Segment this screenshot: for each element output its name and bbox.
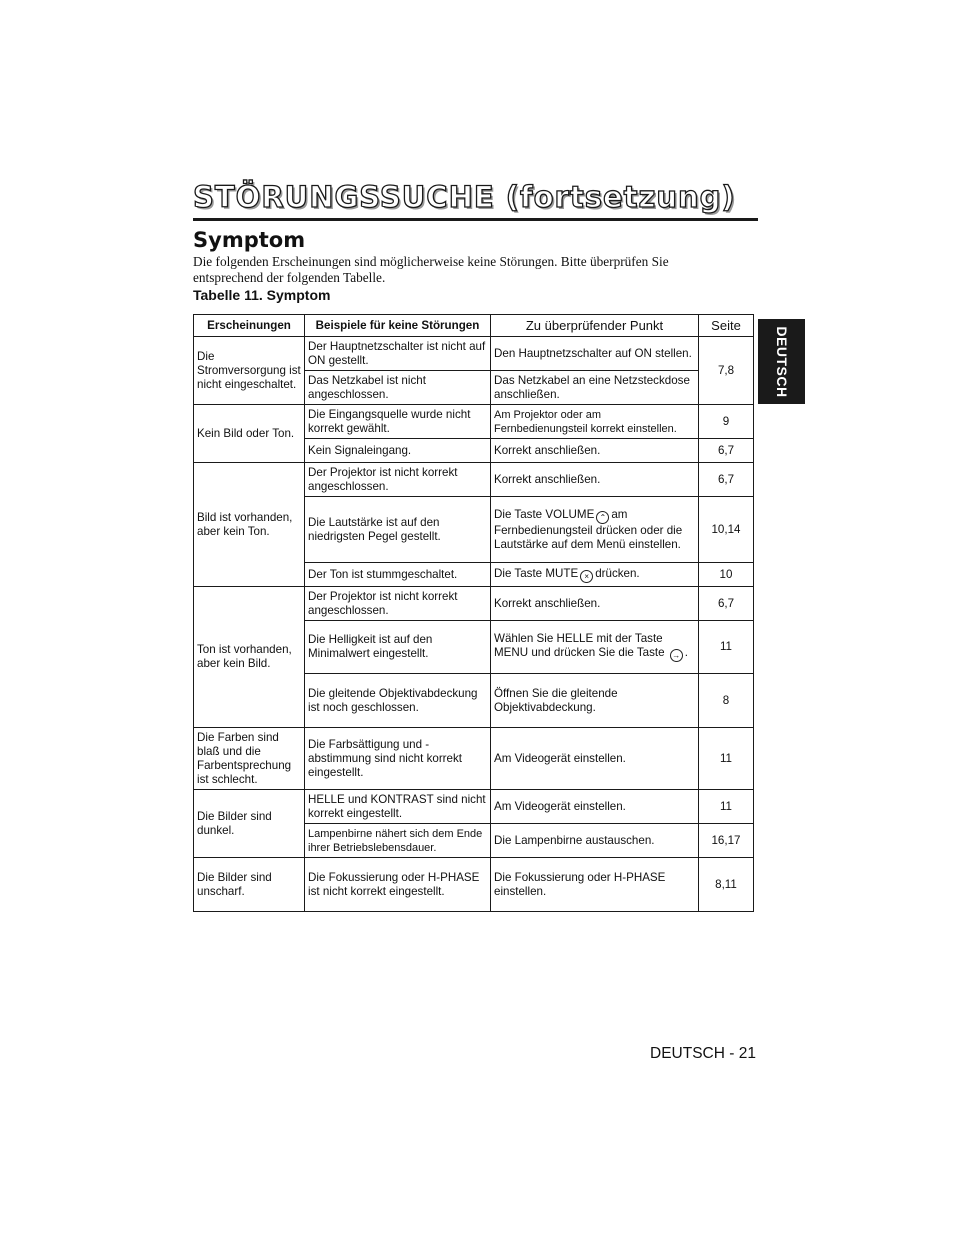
page-cell: 11: [699, 790, 754, 824]
check-cell: Öffnen Sie die gleitende Objektivabdeckung.: [491, 674, 699, 728]
example-cell: Das Netzkabel ist nicht angeschlossen.: [305, 371, 491, 405]
page-cell: 6,7: [699, 463, 754, 497]
check-text-end: .: [684, 646, 689, 659]
table-row: [194, 405, 754, 439]
check-cell: Korrekt anschließen.: [491, 439, 699, 463]
table-row: [194, 587, 754, 621]
check-text-end: am Fernbedienungsteil drücken oder die Lautstärke auf dem Menü einstellen.: [494, 507, 683, 551]
symptom-cell: Die Bilder sind dunkel.: [194, 790, 305, 858]
example-cell: Der Projektor ist nicht korrekt angeschlossen.: [305, 587, 491, 621]
page-footer: DEUTSCH - 21: [650, 1045, 756, 1062]
symptom-cell: Die Stromversorgung ist nicht eingeschaltet.: [194, 337, 305, 405]
example-cell: Die Lautstärke ist auf den niedrigsten Pegel gestellt.: [305, 497, 491, 563]
page-title: STÖRUNGSSUCHE (fortsetzung): [193, 180, 736, 214]
check-cell: Am Videogerät einstellen.: [491, 728, 699, 790]
check-cell: Korrekt anschließen.: [491, 463, 699, 497]
enter-button-icon: →: [670, 649, 683, 662]
page-cell: 8,11: [699, 858, 754, 912]
table-caption: Tabelle 11. Symptom: [193, 287, 331, 303]
check-cell: Am Videogerät einstellen.: [491, 790, 699, 824]
example-cell: Kein Signaleingang.: [305, 439, 491, 463]
example-cell: Die Helligkeit ist auf den Minimalwert eingestellt.: [305, 621, 491, 674]
page-cell: 9: [699, 405, 754, 439]
example-cell: Der Hauptnetzschalter ist nicht auf ON gestellt.: [305, 337, 491, 371]
header-seite: Seite: [699, 315, 754, 337]
symptom-cell: Die Farben sind blaß und die Farbentsprechung ist schlecht.: [194, 728, 305, 790]
table-header-row: [194, 315, 754, 337]
example-cell: Die Farbsättigung und -abstimmung sind nicht korrekt eingestellt.: [305, 728, 491, 790]
table-row: [194, 337, 754, 371]
symptom-table: [193, 314, 754, 912]
table-row: [194, 728, 754, 790]
check-cell: [491, 497, 699, 563]
page-cell: 10,14: [699, 497, 754, 563]
page-cell: 10: [699, 563, 754, 587]
check-cell: Das Netzkabel an eine Netzsteckdose anschließen.: [491, 371, 699, 405]
check-text-start: Die Taste VOLUME: [494, 507, 595, 521]
title-rule: [193, 218, 758, 221]
check-cell: Am Projektor oder am Fernbedienungsteil korrekt einstellen.: [491, 405, 699, 439]
volume-up-button-icon: ⌃: [596, 511, 609, 524]
example-cell: Der Projektor ist nicht korrekt angeschlossen.: [305, 463, 491, 497]
check-cell: Die Fokussierung oder H-PHASE einstellen.: [491, 858, 699, 912]
example-cell: HELLE und KONTRAST sind nicht korrekt eingestellt.: [305, 790, 491, 824]
mute-button-icon: ×: [580, 570, 593, 583]
check-text-start: Die Taste MUTE: [494, 566, 579, 580]
table-row: [194, 790, 754, 824]
check-text-start: Wählen Sie HELLE mit der Taste MENU und drücken Sie die Taste: [494, 632, 665, 659]
table-row: [194, 463, 754, 497]
check-text-end: drücken.: [595, 566, 640, 580]
check-cell: [491, 563, 699, 587]
symptom-cell: Kein Bild oder Ton.: [194, 405, 305, 463]
intro-paragraph: Die folgenden Erscheinungen sind möglicherweise keine Störungen. Bitte überprüfen Sie entsprechend der folgenden Tabelle.: [193, 254, 669, 285]
page-cell: 8: [699, 674, 754, 728]
section-heading: Symptom: [193, 228, 306, 252]
symptom-cell: Die Bilder sind unscharf.: [194, 858, 305, 912]
table-row: [194, 858, 754, 912]
header-erscheinungen: Erscheinungen: [194, 315, 305, 337]
example-cell: Die Fokussierung oder H-PHASE ist nicht korrekt eingestellt.: [305, 858, 491, 912]
check-cell: [491, 621, 699, 674]
page-cell: 6,7: [699, 587, 754, 621]
example-cell: Der Ton ist stummgeschaltet.: [305, 563, 491, 587]
symptom-cell: Ton ist vorhanden, aber kein Bild.: [194, 587, 305, 728]
page-cell: 16,17: [699, 824, 754, 858]
page-cell: 11: [699, 621, 754, 674]
language-side-tab: [758, 319, 805, 404]
side-tab-label: DEUTSCH: [773, 325, 790, 398]
page-cell: 11: [699, 728, 754, 790]
header-pruefpunkt: Zu überprüfender Punkt: [491, 315, 699, 337]
example-cell: Die Eingangsquelle wurde nicht korrekt gewählt.: [305, 405, 491, 439]
check-cell: Die Lampenbirne austauschen.: [491, 824, 699, 858]
check-cell: Korrekt anschließen.: [491, 587, 699, 621]
example-cell: Lampenbirne nähert sich dem Ende ihrer Betriebslebensdauer.: [305, 824, 491, 858]
example-cell: Die gleitende Objektivabdeckung ist noch geschlossen.: [305, 674, 491, 728]
page-cell: 6,7: [699, 439, 754, 463]
symptom-cell: Bild ist vorhanden, aber kein Ton.: [194, 463, 305, 587]
page-cell: 7,8: [699, 337, 754, 405]
check-cell: Den Hauptnetzschalter auf ON stellen.: [491, 337, 699, 371]
header-beispiele: Beispiele für keine Störungen: [305, 315, 491, 337]
